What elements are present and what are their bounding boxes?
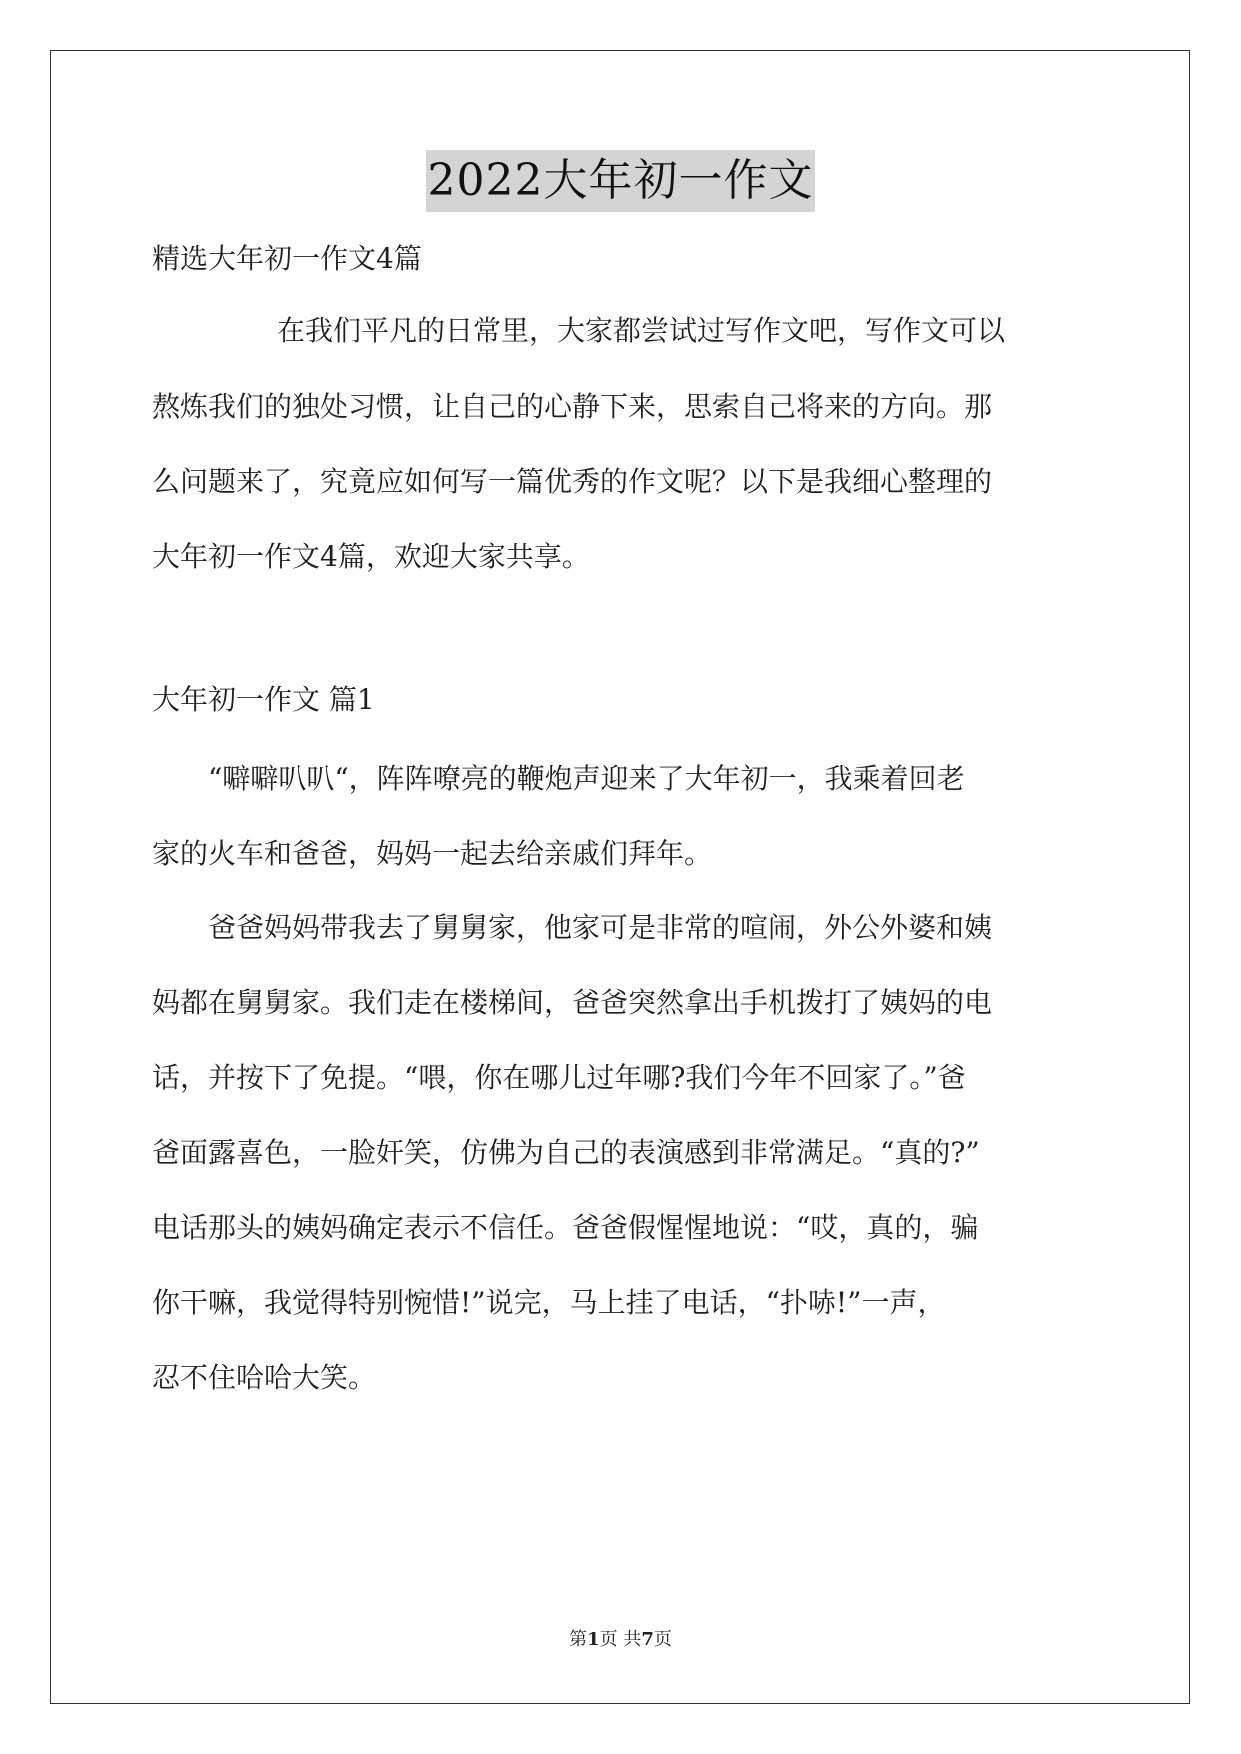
section-heading: 大年初一作文 篇1 xyxy=(152,683,375,716)
paragraph-line: 电话那头的姨妈确定表示不信任。爸爸假惺惺地说：“哎，真的，骗 xyxy=(152,1211,979,1244)
paragraph-line: 家的火车和爸爸，妈妈一起去给亲戚们拜年。 xyxy=(152,837,713,870)
page-border xyxy=(50,50,1190,1704)
intro-line: 么问题来了，究竟应如何写一篇优秀的作文呢？以下是我细心整理的 xyxy=(152,465,993,498)
title-container xyxy=(0,150,1241,212)
page-mid: 页 共 xyxy=(599,1629,642,1650)
page-total: 7 xyxy=(641,1629,654,1650)
page-current: 1 xyxy=(587,1629,600,1650)
paragraph-line: 爸面露喜色，一脸奸笑，仿佛为自己的表演感到非常满足。“真的?” xyxy=(152,1136,980,1169)
paragraph-line: “噼噼叭叭“，阵阵嘹亮的鞭炮声迎来了大年初一，我乘着回老 xyxy=(208,762,965,795)
paragraph-line: 忍不住哈哈大笑。 xyxy=(152,1361,377,1394)
intro-line: 大年初一作文4篇，欢迎大家共享。 xyxy=(152,540,590,573)
document-subtitle: 精选大年初一作文4篇 xyxy=(152,242,422,275)
paragraph-line: 你干嘛，我觉得特别惋惜!”说完，马上挂了电话，“扑哧!”一声， xyxy=(152,1286,946,1319)
intro-line: 在我们平凡的日常里，大家都尝试过写作文吧，写作文可以 xyxy=(277,314,1006,347)
paragraph-line: 话，并按下了免提。“喂，你在哪儿过年哪?我们今年不回家了。”爸 xyxy=(152,1061,966,1094)
page-footer xyxy=(0,1628,1241,1652)
page-prefix: 第 xyxy=(569,1629,588,1650)
document-title: 2022大年初一作文 xyxy=(426,150,816,212)
paragraph-line: 妈都在舅舅家。我们走在楼梯间，爸爸突然拿出手机拨打了姨妈的电 xyxy=(152,986,993,1019)
page-suffix: 页 xyxy=(653,1629,672,1650)
paragraph-line: 爸爸妈妈带我去了舅舅家，他家可是非常的喧闹，外公外婆和姨 xyxy=(208,911,993,944)
intro-line: 熬炼我们的独处习惯，让自己的心静下来，思索自己将来的方向。那 xyxy=(152,390,993,423)
